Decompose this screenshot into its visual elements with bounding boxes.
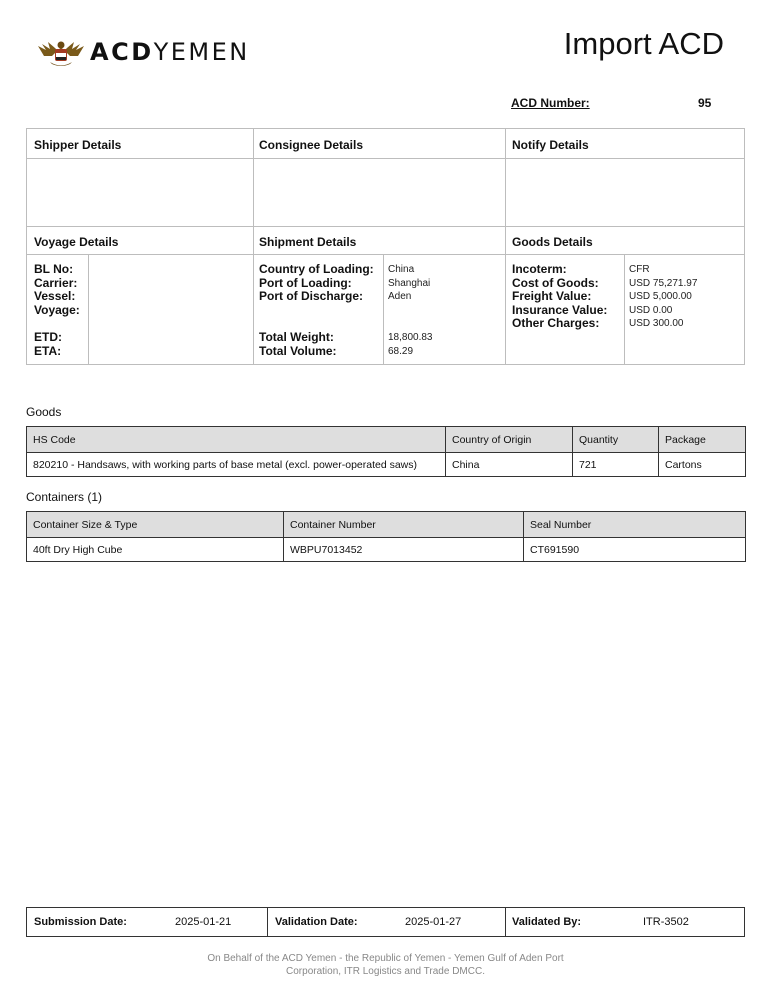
quantity-cell: 721 (573, 453, 659, 477)
total-weight-label: Total Weight: (259, 330, 334, 344)
consignee-details-title: Consignee Details (259, 138, 364, 152)
vessel-label: Vessel: (34, 289, 76, 303)
voyage-date-labels (34, 331, 62, 358)
shipment-details-title: Shipment Details (259, 235, 357, 249)
country-of-loading-value: China (388, 264, 415, 275)
total-volume-label: Total Volume: (259, 343, 337, 358)
carrier-label: Carrier: (34, 275, 78, 290)
footer-note-line-2: Corporation, ITR Logistics and Trade DMCC. (286, 966, 485, 977)
submission-date-cell (27, 908, 268, 936)
containers-table-header (27, 512, 746, 538)
container-type-cell: 40ft Dry High Cube (27, 538, 284, 562)
validation-date-value: 2025-01-27 (405, 916, 462, 928)
goods-details-title: Goods Details (512, 235, 593, 249)
insurance-value-value: USD 0.00 (629, 304, 673, 316)
validation-date-cell (268, 908, 506, 936)
country-of-loading-label: Country of Loading: (259, 262, 374, 276)
containers-heading: Containers (1) (26, 490, 103, 504)
total-volume-value: 68.29 (388, 345, 414, 357)
footer-note (26, 952, 745, 978)
shipment-values (388, 263, 430, 304)
goods-table (26, 426, 746, 477)
col-seal-number: Seal Number (524, 512, 746, 538)
total-weight-value: 18,800.83 (388, 332, 433, 343)
acd-number-label: ACD Number: (511, 96, 590, 110)
shipper-details-title: Shipper Details (34, 138, 122, 152)
notify-details-title: Notify Details (512, 138, 589, 152)
shipment-total-labels (259, 331, 337, 358)
col-package: Package (659, 427, 746, 453)
package-cell: Cartons (659, 453, 746, 477)
goods-heading: Goods (26, 405, 62, 419)
incoterm-label: Incoterm: (512, 262, 567, 276)
other-charges-label: Other Charges: (512, 316, 600, 330)
hs-code-cell: 820210 - Handsaws, with working parts of base metal (excl. power-operated saws) (27, 453, 446, 477)
details-grid (26, 128, 745, 365)
port-of-discharge-value: Aden (388, 291, 412, 302)
port-of-loading-value: Shanghai (388, 277, 431, 289)
voyage-labels (34, 263, 80, 317)
container-number-cell: WBPU7013452 (284, 538, 524, 562)
submission-date-value: 2025-01-21 (175, 916, 232, 928)
port-of-discharge-label: Port of Discharge: (259, 289, 364, 303)
validation-date-label: Validation Date: (275, 916, 358, 928)
incoterm-value: CFR (629, 264, 650, 275)
col-quantity: Quantity (573, 427, 659, 453)
document-title: Import ACD (563, 26, 724, 61)
cost-of-goods-value: USD 75,271.97 (629, 277, 698, 289)
col-hs-code: HS Code (27, 427, 446, 453)
voyage-details-title: Voyage Details (34, 235, 119, 249)
shipment-total-values (388, 331, 433, 358)
header-logo (36, 36, 250, 68)
freight-value-label: Freight Value: (512, 289, 592, 303)
other-charges-value: USD 300.00 (629, 318, 684, 329)
validated-by-value: ITR-3502 (643, 916, 689, 928)
shipment-labels (259, 263, 374, 304)
col-container-size-type: Container Size & Type (27, 512, 284, 538)
bl-no-label: BL No: (34, 262, 74, 276)
insurance-value-label: Insurance Value: (512, 302, 608, 317)
eta-label: ETA: (34, 343, 62, 358)
validated-by-cell (506, 908, 744, 936)
yemen-eagle-emblem-icon (36, 36, 86, 68)
containers-table (26, 511, 746, 562)
etd-label: ETD: (34, 330, 62, 344)
table-row (27, 453, 746, 477)
seal-number-cell: CT691590 (524, 538, 746, 562)
goods-table-header (27, 427, 746, 453)
footer-validation-bar (26, 907, 745, 937)
cost-of-goods-label: Cost of Goods: (512, 275, 599, 290)
table-row (27, 538, 746, 562)
acd-number-value: 95 (698, 96, 712, 110)
col-container-number: Container Number (284, 512, 524, 538)
col-country-of-origin: Country of Origin (446, 427, 573, 453)
footer-note-line-1: On Behalf of the ACD Yemen - the Republic of Yemen - Yemen Gulf of Aden Port (207, 953, 564, 964)
goods-detail-labels (512, 263, 607, 331)
freight-value-value: USD 5,000.00 (629, 291, 692, 302)
voyage-label: Voyage: (34, 302, 80, 317)
validated-by-label: Validated By: (512, 916, 582, 928)
origin-cell: China (446, 453, 573, 477)
submission-date-label: Submission Date: (34, 916, 127, 928)
port-of-loading-label: Port of Loading: (259, 275, 352, 290)
brand-wordmark: ACDYEMEN (90, 38, 250, 66)
goods-detail-values (629, 263, 697, 331)
